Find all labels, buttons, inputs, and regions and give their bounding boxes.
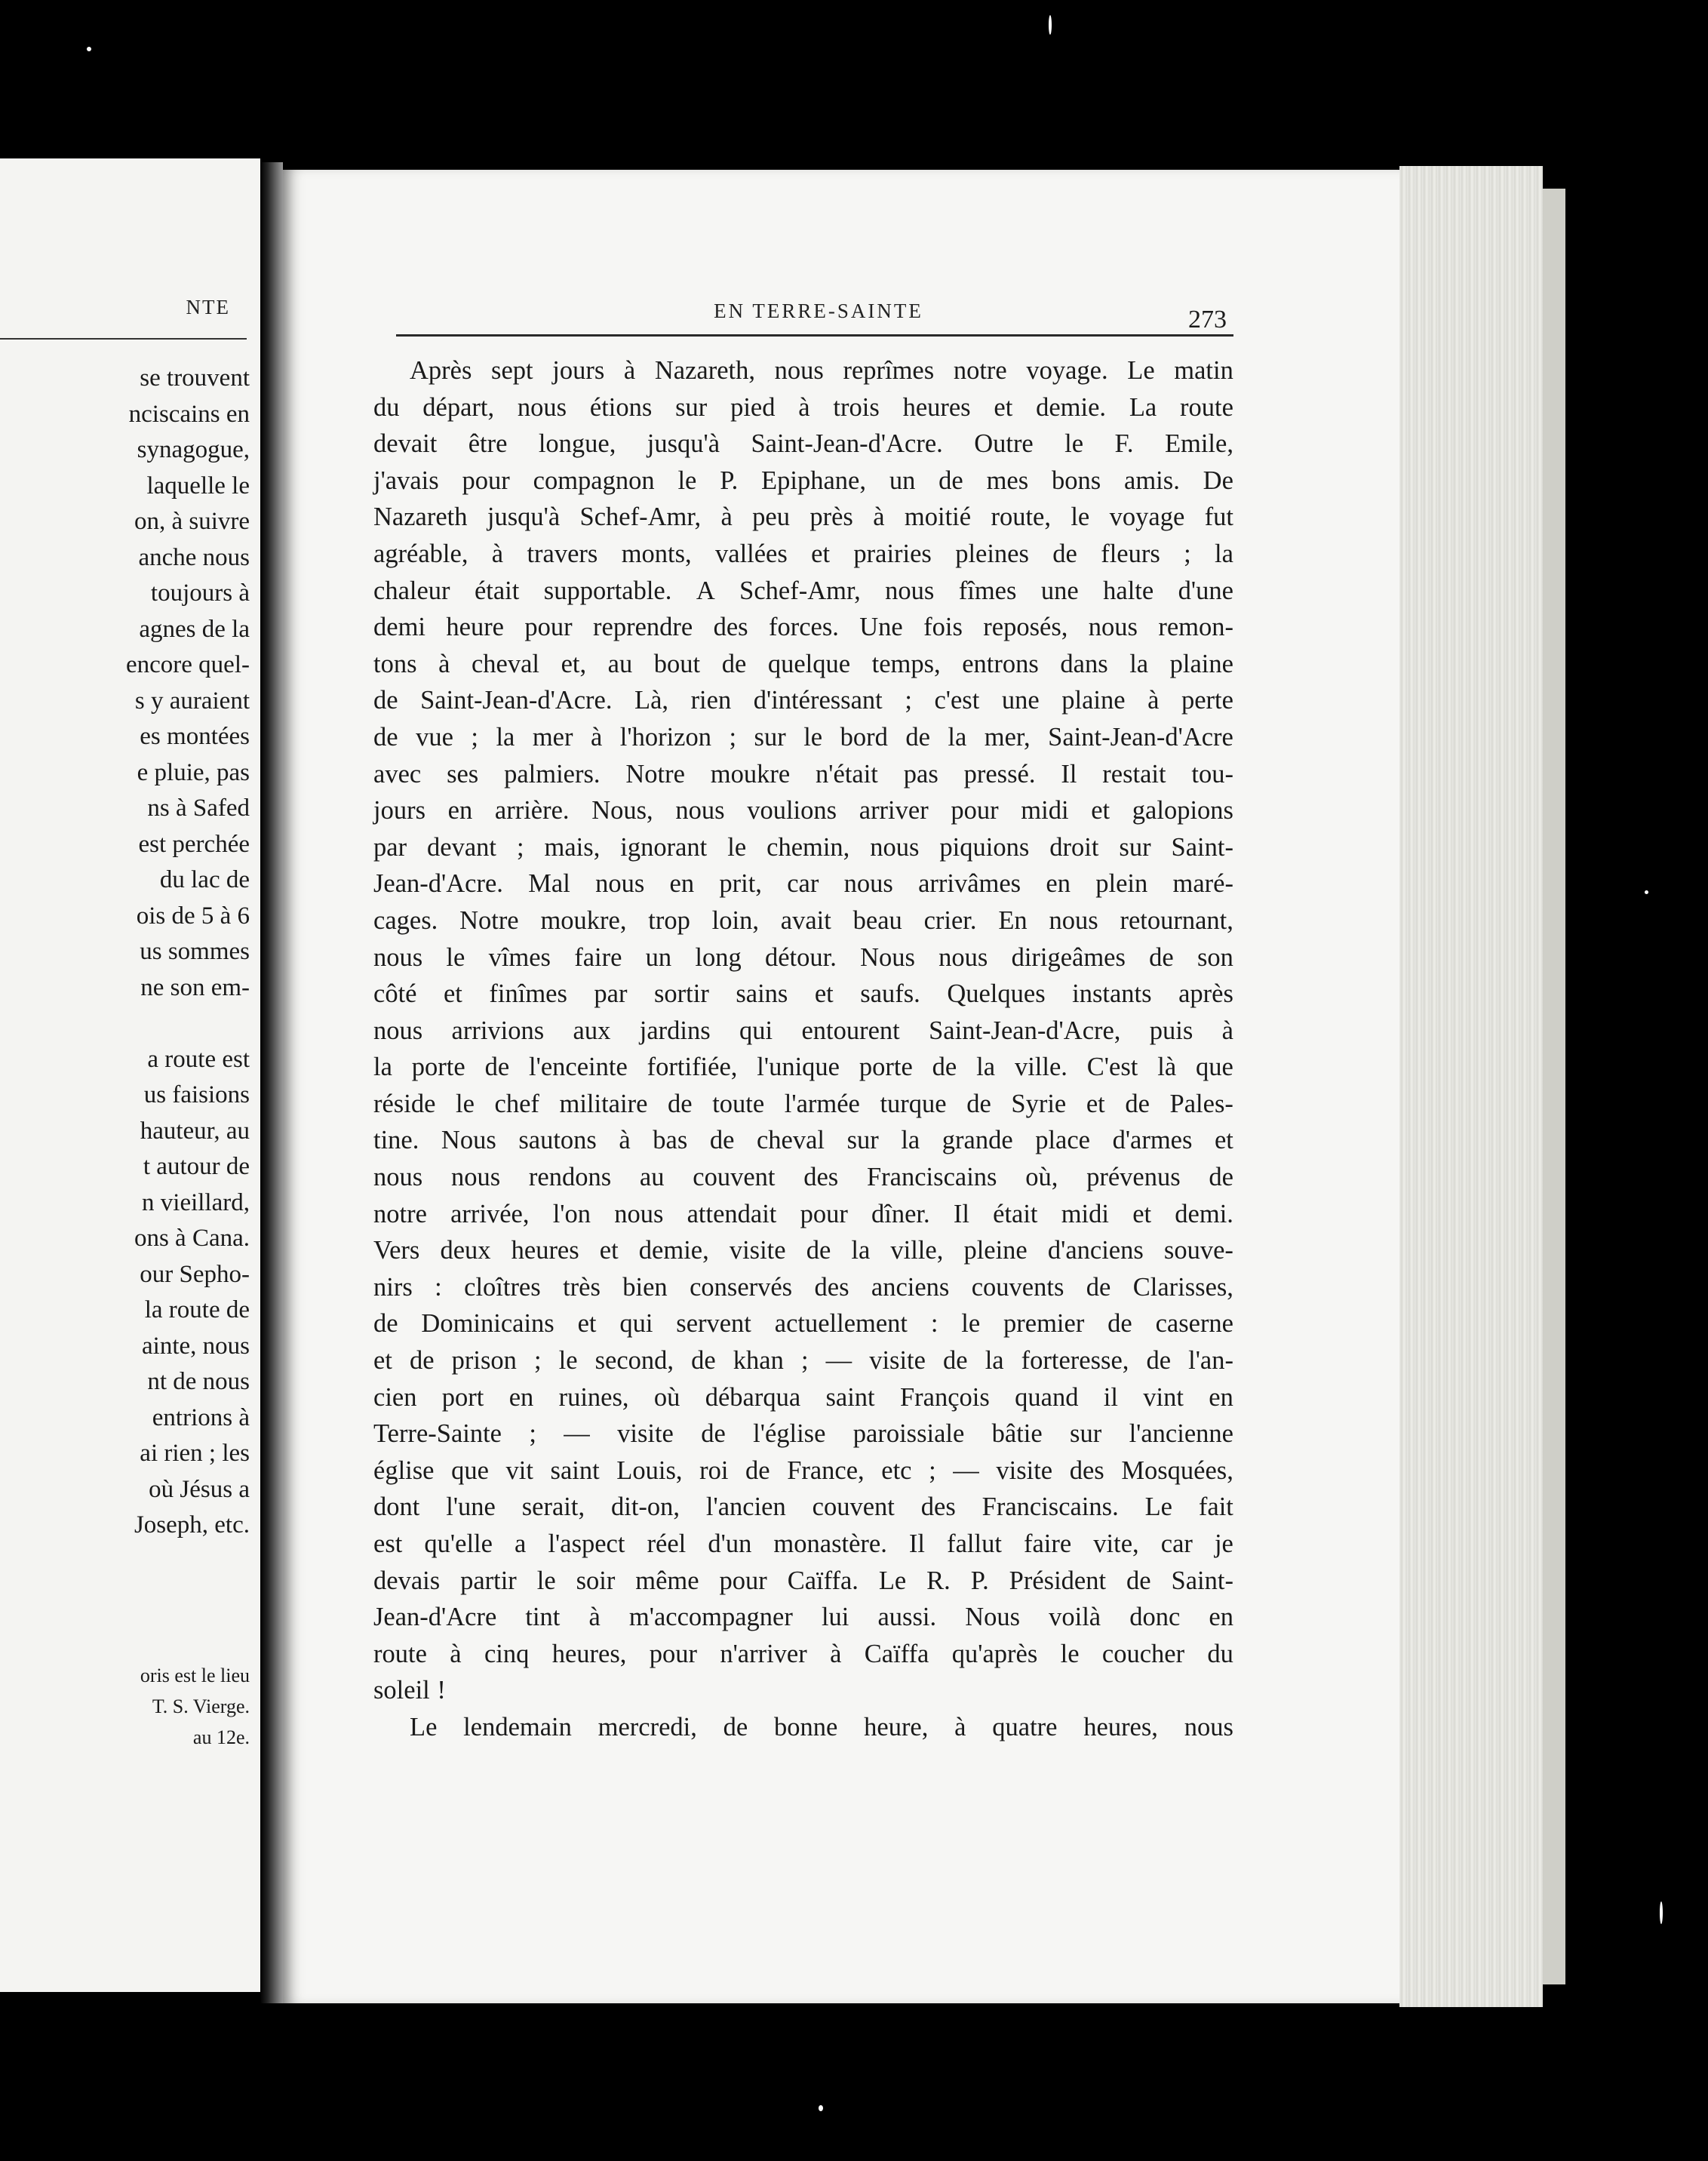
left-running-head: NTE [186,296,230,318]
left-text-line: nciscains en [128,400,250,428]
left-footnote-line: au 12e. [192,1726,250,1748]
body-text-line: Nazareth jusqu'à Schef-Amr, à peu près à moitié route, le voyage fut [373,503,1233,532]
body-text-line: soleil ! [373,1676,446,1705]
left-text-line: n vieillard, [142,1188,250,1216]
left-text-line: us sommes [140,938,250,965]
left-text-line: on, à suivre [134,508,250,535]
left-text-line: où Jésus a [149,1475,250,1503]
left-footnotes [140,1660,250,1753]
left-text-line: hauteur, au [140,1117,250,1145]
left-text-line: a route est [147,1045,250,1073]
scan-speck [87,47,91,51]
body-text-line: est qu'elle a l'aspect réel d'un monastère. Il fallut faire vite, car je [373,1529,1233,1558]
left-text-line: agnes de la [139,615,250,643]
left-text-line [126,1006,250,1042]
scan-speck [819,2105,823,2111]
body-text-line: devais partir le soir même pour Caïffa. Le R. P. Président de Saint- [373,1566,1233,1595]
left-text-line: es montées [140,723,250,750]
left-text-line: ainte, nous [142,1332,250,1360]
left-text-line: ons à Cana. [134,1225,250,1252]
body-text-line: avec ses palmiers. Notre moukre n'était pas pressé. Il restait tou- [373,759,1233,788]
body-text-line: route à cinq heures, pour n'arriver à Caïffa qu'après le coucher du [373,1639,1233,1668]
body-text-line: par devant ; mais, ignorant le chemin, nous piquions droit sur Saint- [373,832,1233,862]
left-text-line: anche nous [138,543,250,571]
body-text-line: nirs : cloîtres très bien conservés des anciens couvents de Clarisses, [373,1272,1233,1302]
body-text-line: la porte de l'enceinte fortifiée, l'unique porte de la ville. C'est là que [373,1053,1233,1082]
left-text-line: synagogue, [137,436,250,463]
left-text-line: us faisions [143,1081,250,1108]
body-text-line: j'avais pour compagnon le P. Epiphane, un de mes bons amis. De [373,466,1233,495]
left-text-line: s y auraient [134,687,250,715]
left-text-line: ne son em- [140,973,250,1001]
body-text-line: nous le vîmes faire un long détour. Nous nous dirigeâmes de son [373,942,1233,972]
left-text-line: entrions à [152,1403,250,1431]
left-text-column [126,361,250,1544]
body-text-line: nous arrivions aux jardins qui entourent Saint-Jean-d'Acre, puis à [373,1016,1233,1045]
body-text-line: Après sept jours à Nazareth, nous reprîmes notre voyage. Le matin [410,356,1233,385]
body-text-line: réside le chef militaire de toute l'armée turque de Syrie et de Pales- [373,1089,1233,1118]
page-edges [1399,166,1543,2007]
head-rule [396,334,1233,337]
left-text-line: laquelle le [146,472,250,500]
left-text-line: nt de nous [147,1368,250,1395]
left-footnote-line: T. S. Vierge. [152,1695,250,1717]
page-number: 273 [1188,306,1227,334]
scan-speck [1645,890,1648,894]
body-text-line: dont l'une serait, dit-on, l'ancien couvent des Franciscains. Le fait [373,1492,1233,1522]
body-text-line: Terre-Sainte ; — visite de l'église paroissiale bâtie sur l'ancienne [373,1419,1233,1449]
left-text-line: ois de 5 à 6 [136,902,250,930]
body-text-line: cien port en ruines, où débarqua saint François quand il vint en [373,1382,1233,1412]
body-text-line: demi heure pour reprendre des forces. Une fois reposés, nous remon- [373,613,1233,642]
left-text-line: est perchée [138,830,250,858]
left-page [0,158,260,1992]
body-text-line: de vue ; la mer à l'horizon ; sur le bord de la mer, Saint-Jean-d'Acre [373,722,1233,752]
body-text-line: église que vit saint Louis, roi de France, etc ; — visite des Mosquées, [373,1456,1233,1485]
left-text-line: ai rien ; les [140,1440,250,1467]
running-head: EN TERRE-SAINTE [714,300,923,322]
right-page [283,170,1399,2003]
left-head-rule [0,338,247,340]
body-text [373,352,1233,1746]
body-text-line: tons à cheval et, au bout de quelque temps, entrons dans la plaine [373,649,1233,678]
left-text-line: e pluie, pas [137,758,250,786]
body-text-line: Jean-d'Acre tint à m'accompagner lui aussi. Nous voilà donc en [373,1603,1233,1632]
book-gutter [260,162,283,2003]
scan-speck [1049,15,1052,35]
left-text-line: la route de [144,1296,250,1323]
body-text-line: tine. Nous sautons à bas de cheval sur la grande place d'armes et [373,1126,1233,1155]
body-text-line: Le lendemain mercredi, de bonne heure, à quatre heures, nous [410,1712,1233,1741]
body-text-line: Jean-d'Acre. Mal nous en prit, car nous arrivâmes en plein maré- [373,869,1233,899]
body-text-line: nous nous rendons au couvent des Franciscains où, prévenus de [373,1163,1233,1192]
left-text-line: Joseph, etc. [134,1511,250,1539]
scan-speck [1660,1901,1663,1924]
body-text-line: devait être longue, jusqu'à Saint-Jean-d'Acre. Outre le F. Emile, [373,429,1233,459]
body-text-line: agréable, à travers monts, vallées et prairies pleines de fleurs ; la [373,539,1233,568]
book-cover-edge [1543,189,1565,1984]
left-text-line: se trouvent [140,364,250,392]
body-text-line: notre arrivée, l'on nous attendait pour dîner. Il était midi et demi. [373,1199,1233,1228]
left-text-line: encore quel- [126,651,250,678]
left-text-line: toujours à [150,579,250,607]
left-text-line: du lac de [159,866,250,893]
left-footnote-line: oris est le lieu [140,1665,250,1686]
left-text-line: ns à Safed [147,795,250,822]
body-text-line: cages. Notre moukre, trop loin, avait beau crier. En nous retournant, [373,905,1233,935]
left-text-line: our Sepho- [140,1260,250,1288]
body-text-line: du départ, nous étions sur pied à trois heures et demie. La route [373,392,1233,422]
body-text-line: jours en arrière. Nous, nous voulions arriver pour midi et galopions [373,796,1233,825]
body-text-line: et de prison ; le second, de khan ; — visite de la forteresse, de l'an- [373,1346,1233,1376]
body-text-line: Vers deux heures et demie, visite de la ville, pleine d'anciens souve- [373,1236,1233,1265]
body-text-line: chaleur était supportable. A Schef-Amr, nous fîmes une halte d'une [373,576,1233,605]
body-text-line: de Saint-Jean-d'Acre. Là, rien d'intéressant ; c'est une plaine à perte [373,686,1233,715]
body-text-line: côté et finîmes par sortir sains et saufs. Quelques instants après [373,979,1233,1009]
left-text-line: t autour de [143,1153,250,1180]
body-text-line: de Dominicains et qui servent actuellement : le premier de caserne [373,1309,1233,1339]
